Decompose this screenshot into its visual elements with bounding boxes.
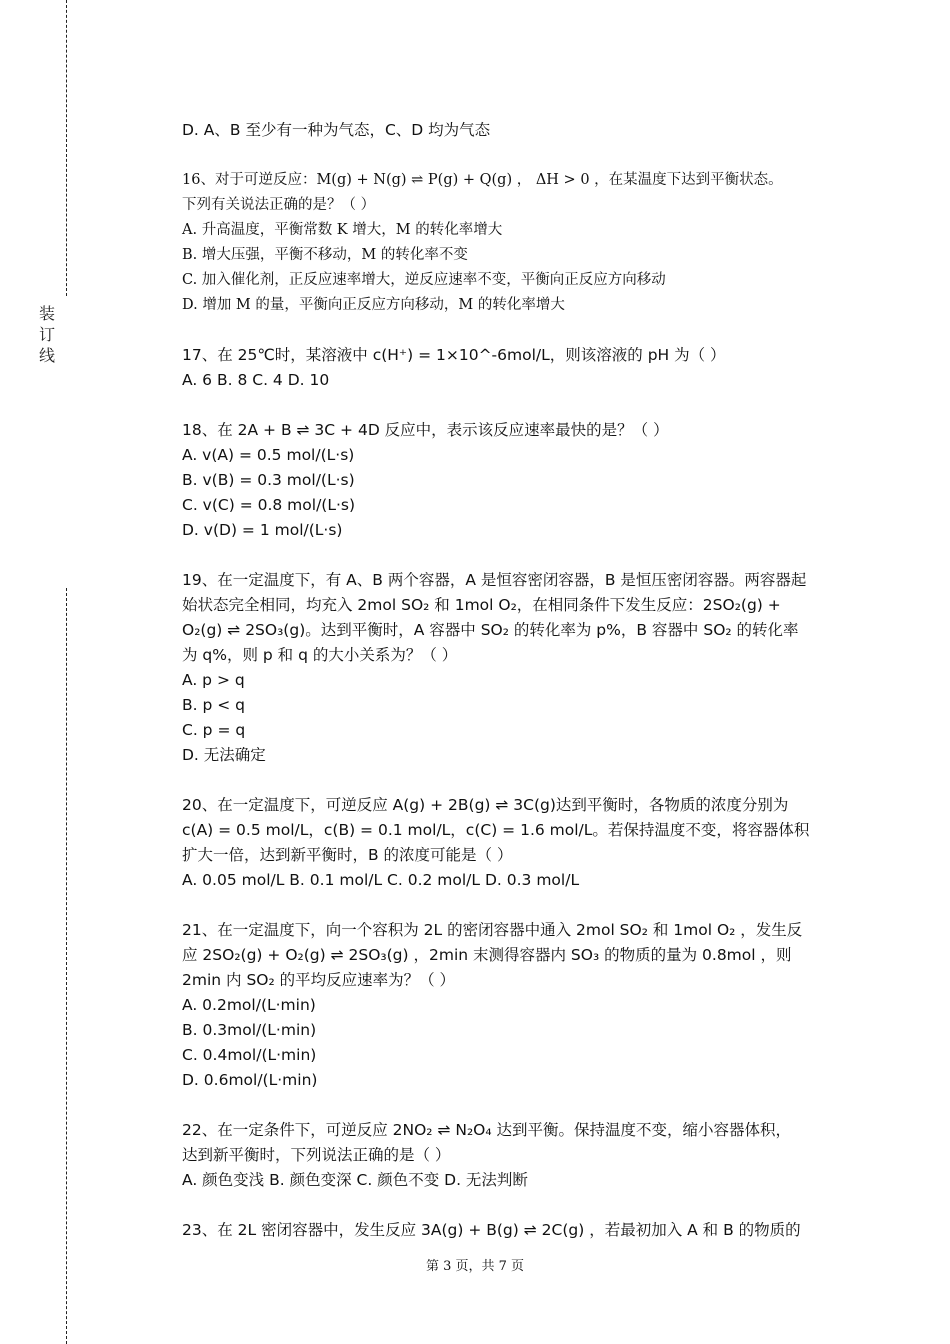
question-23 xyxy=(182,1218,862,1243)
q15-option-d: D. A、B 至少有一种为气态，C、D 均为气态 xyxy=(182,121,491,139)
q19-option-c: C. p = q xyxy=(182,721,246,739)
q19-option-d: D. 无法确定 xyxy=(182,746,266,764)
page-number-footer: 第 3 页，共 7 页 xyxy=(425,1259,525,1274)
binding-char: 线 xyxy=(38,346,55,365)
q18-option-c: C. v(C) = 0.8 mol/(L·s) xyxy=(182,496,356,514)
q18-option-a: A. v(A) = 0.5 mol/(L·s) xyxy=(182,446,355,464)
q21-stem: 2min 内 SO₂ 的平均反应速率为？（ ） xyxy=(182,971,456,989)
question-19 xyxy=(182,568,862,768)
binding-dashed-line-top xyxy=(66,0,67,296)
q19-stem: O₂(g) ⇌ 2SO₃(g)。达到平衡时，A 容器中 SO₂ 的转化率为 p%，B 容器中 SO₂ 的转化率 xyxy=(182,621,799,639)
question-16 xyxy=(182,168,862,318)
q21-stem: 21、在一定温度下，向一个容积为 2L 的密闭容器中通入 2mol SO₂ 和 1mol O₂ ，发生反 xyxy=(182,921,803,939)
question-22 xyxy=(182,1118,862,1193)
q19-stem: 始状态完全相同，均充入 2mol SO₂ 和 1mol O₂，在相同条件下发生反应：2SO₂(g) + xyxy=(182,596,781,614)
binding-dashed-line-bottom xyxy=(66,588,67,1344)
question-17 xyxy=(182,343,862,393)
q19-option-a: A. p > q xyxy=(182,671,245,689)
q16-stem: 16、对于可逆反应：M(g) + N(g) ⇌ P(g) + Q(g) ， ΔH > 0 ，在某温度下达到平衡状态。 xyxy=(182,172,783,188)
q16-option-d: D. 增加 M 的量，平衡向正反应方向移动，M 的转化率增大 xyxy=(182,297,565,313)
q22-stem: 达到新平衡时，下列说法正确的是（ ） xyxy=(182,1146,451,1164)
q22-stem: 22、在一定条件下，可逆反应 2NO₂ ⇌ N₂O₄ 达到平衡。保持温度不变，缩小容器体积， xyxy=(182,1121,792,1139)
q19-option-b: B. p < q xyxy=(182,696,246,714)
q19-stem: 为 q%，则 p 和 q 的大小关系为？（ ） xyxy=(182,646,458,664)
q20-stem: c(A) = 0.5 mol/L，c(B) = 0.1 mol/L，c(C) = 1.6 mol/L。若保持温度不变，将容器体积 xyxy=(182,821,810,839)
binding-char: 装 xyxy=(38,304,55,323)
q16-option-c: C. 加入催化剂，正反应速率增大，逆反应速率不变，平衡向正反应方向移动 xyxy=(182,272,666,288)
q17-options: A. 6 B. 8 C. 4 D. 10 xyxy=(182,371,330,389)
binding-char: 订 xyxy=(38,325,55,344)
q21-option-c: C. 0.4mol/(L·min) xyxy=(182,1046,317,1064)
question-20 xyxy=(182,793,862,893)
q21-option-d: D. 0.6mol/(L·min) xyxy=(182,1071,318,1089)
binding-line-label xyxy=(36,303,58,366)
q16-option-a: A. 升高温度，平衡常数 K 增大，M 的转化率增大 xyxy=(182,222,503,238)
q16-option-b: B. 增大压强，平衡不移动，M 的转化率不变 xyxy=(182,247,468,263)
q23-stem: 23、在 2L 密闭容器中，发生反应 3A(g) + B(g) ⇌ 2C(g) ，若最初加入 A 和 B 的物质的 xyxy=(182,1221,801,1239)
q20-options: A. 0.05 mol/L B. 0.1 mol/L C. 0.2 mol/L D. 0.3 mol/L xyxy=(182,871,580,889)
q19-stem: 19、在一定温度下，有 A、B 两个容器，A 是恒容密闭容器，B 是恒压密闭容器。两容器起 xyxy=(182,571,807,589)
q18-option-b: B. v(B) = 0.3 mol/(L·s) xyxy=(182,471,355,489)
q18-stem: 18、在 2A + B ⇌ 3C + 4D 反应中，表示该反应速率最快的是？（ ） xyxy=(182,421,669,439)
q20-stem: 扩大一倍，达到新平衡时，B 的浓度可能是（ ） xyxy=(182,846,513,864)
q18-option-d: D. v(D) = 1 mol/(L·s) xyxy=(182,521,343,539)
q22-options: A. 颜色变浅 B. 颜色变深 C. 颜色不变 D. 无法判断 xyxy=(182,1171,528,1189)
question-18 xyxy=(182,418,862,543)
q21-option-a: A. 0.2mol/(L·min) xyxy=(182,996,316,1014)
q17-stem: 17、在 25℃时，某溶液中 c(H⁺) = 1×10^-6mol/L，则该溶液的 pH 为（ ） xyxy=(182,346,726,364)
q21-stem: 应 2SO₂(g) + O₂(g) ⇌ 2SO₃(g) ，2min 末测得容器内 SO₃ 的物质的量为 0.8mol ，则 xyxy=(182,946,792,964)
q20-stem: 20、在一定温度下，可逆反应 A(g) + 2B(g) ⇌ 3C(g)达到平衡时，各物质的浓度分别为 xyxy=(182,796,789,814)
q16-stem: 下列有关说法正确的是？（ ） xyxy=(182,197,376,213)
exam-content xyxy=(182,118,862,1243)
q21-option-b: B. 0.3mol/(L·min) xyxy=(182,1021,317,1039)
question-21 xyxy=(182,918,862,1093)
